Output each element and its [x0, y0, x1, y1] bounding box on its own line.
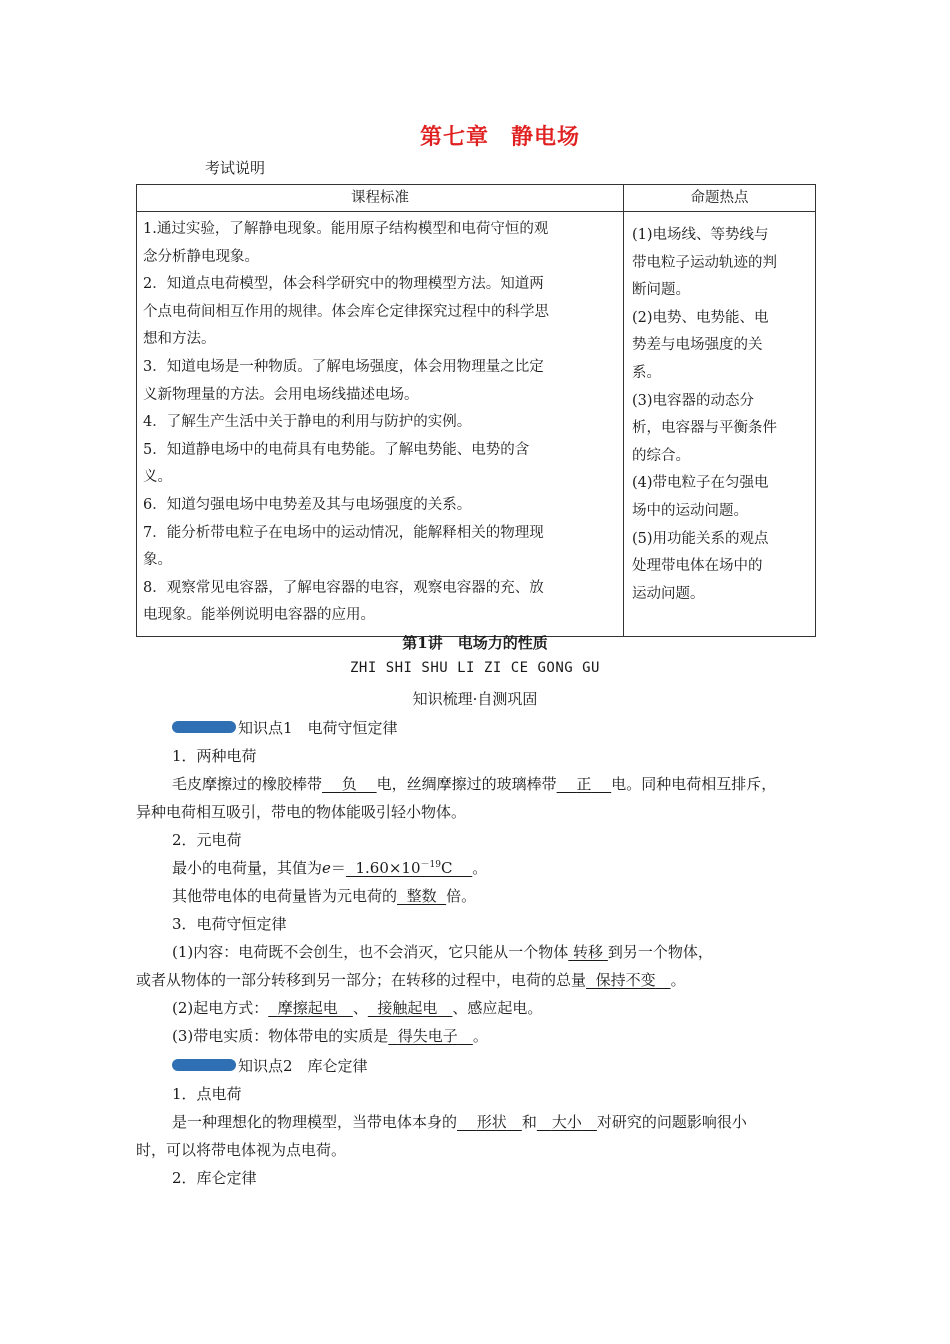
- kp-badge-icon: [172, 1059, 236, 1071]
- standard-line: 4．了解生产生活中关于静电的利用与防护的实例。: [143, 414, 472, 431]
- text: (3)带电实质：物体带电的实质是: [172, 1027, 389, 1045]
- hotspot-line: 的综合。: [632, 447, 690, 464]
- standard-line: 8．观察常见电容器，了解电容器的电容，观察电容器的充、放: [143, 579, 544, 596]
- kp2-s1-line2: 时，可以将带电体视为点电荷。: [136, 1141, 347, 1159]
- answer: 转移: [573, 943, 604, 961]
- header-standards: 课程标准: [137, 185, 624, 212]
- exponent: －19: [420, 860, 441, 870]
- answer: 负: [341, 775, 357, 793]
- answer-blank: [557, 775, 612, 793]
- hotspot-line: (2)电势、电势能、电: [632, 309, 769, 326]
- kp1-title: 知识点1 电荷守恒定律: [238, 719, 398, 737]
- standard-line: 义新物理量的方法。会用电场线描述电场。: [143, 386, 419, 403]
- text: 电，丝绸摩擦过的玻璃棒带: [376, 775, 557, 793]
- kp1-s1-line1: [172, 773, 776, 794]
- kp-badge-icon: [172, 721, 236, 733]
- answer: 得失电子: [397, 1027, 458, 1045]
- answer: 保持不变: [595, 971, 656, 989]
- text: 、: [352, 999, 368, 1017]
- lecture-title: 第1讲 电场力的性质: [402, 634, 548, 652]
- kp1-s2-line2: [172, 885, 476, 906]
- kp1-s2-heading: 2．元电荷: [172, 831, 242, 849]
- header-hotspots: 命题热点: [624, 185, 816, 212]
- answer: 正: [576, 775, 592, 793]
- answer: 大小: [551, 1113, 582, 1131]
- hotspot-line: 处理带电体在场中的: [632, 558, 763, 575]
- kp1-s3-heading: 3．电荷守恒定律: [172, 915, 287, 933]
- kp1-heading: [172, 717, 398, 738]
- standard-line: 想和方法。: [143, 331, 216, 348]
- chapter-title: [0, 120, 950, 151]
- text: 电。同种电荷相互排斥，: [611, 775, 777, 793]
- kp2-s1-line1: [172, 1111, 747, 1132]
- answer-blank: [388, 1027, 473, 1045]
- hotspot-line: 场中的运动问题。: [632, 502, 748, 519]
- kp1-s3-1-line1: [172, 941, 713, 962]
- exam-table: [136, 184, 816, 637]
- text: 最小的电荷量，其值为: [172, 859, 323, 877]
- kp1-s1-line2: 异种电荷相互吸引，带电的物体能吸引轻小物体。: [136, 803, 467, 821]
- answer-blank: [397, 887, 446, 905]
- hotspot-line: (1)电场线、等势线与: [632, 227, 769, 243]
- hotspot-line: 运动问题。: [632, 585, 705, 602]
- answer-blank: [368, 999, 453, 1017]
- unit: C: [440, 859, 453, 877]
- standard-line: 1.通过实验，了解静电现象。能用原子结构模型和电荷守恒的观: [143, 221, 549, 237]
- text: (1)内容：电荷既不会创生，也不会消灭，它只能从一个物体: [172, 943, 569, 961]
- hotspots-cell: [624, 212, 816, 637]
- lecture-subtitle: 知识梳理·自测巩固: [412, 690, 538, 708]
- answer: 接触起电: [377, 999, 438, 1017]
- kp2-title: 知识点2 库仑定律: [238, 1057, 368, 1075]
- hotspot-line: (4)带电粒子在匀强电: [632, 475, 769, 492]
- answer-blank: [568, 943, 608, 961]
- answer: 整数: [406, 887, 437, 905]
- standard-line: 5．知道静电场中的电荷具有电势能。了解电势能、电势的含: [143, 441, 530, 458]
- kp1-s3-1-line2: [136, 969, 686, 990]
- answer-blank: [268, 999, 353, 1017]
- text: 到另一个物体，: [607, 943, 713, 961]
- kp1-s2-line1: [172, 857, 487, 878]
- text: ＝: [330, 859, 346, 877]
- answer-blank: [322, 775, 377, 793]
- hotspot-line: (5)用功能关系的观点: [632, 530, 769, 547]
- answer-blank: [346, 859, 472, 877]
- kp1-s3-2: [172, 997, 542, 1018]
- hotspot-line: (3)电容器的动态分: [632, 392, 755, 409]
- hotspot-line: 带电粒子运动轨迹的判: [632, 254, 777, 271]
- text: 和: [521, 1113, 537, 1131]
- table-header-row: [137, 185, 816, 212]
- answer: 摩擦起电: [277, 999, 338, 1017]
- text: 。: [472, 1027, 488, 1045]
- kp1-s3-3: [172, 1025, 488, 1046]
- chapter-name: 静电场: [511, 125, 581, 150]
- text: 。: [670, 971, 686, 989]
- standard-line: 象。: [143, 552, 172, 569]
- text: 倍。: [446, 887, 477, 905]
- standards-cell: [137, 212, 624, 637]
- answer-blank: [457, 1113, 522, 1131]
- kp2-s1-heading: 1．点电荷: [172, 1085, 242, 1103]
- kp2-s2-heading: 2．库仑定律: [172, 1169, 257, 1187]
- standard-line: 2．知道点电荷模型，体会科学研究中的物理模型方法。知道两: [143, 276, 544, 293]
- hotspot-line: 势差与电场强度的关: [632, 337, 763, 354]
- text: 对研究的问题影响很小: [596, 1113, 747, 1131]
- table-body-row: [137, 212, 816, 637]
- text: 是一种理想化的物理模型，当带电体本身的: [172, 1113, 458, 1131]
- kp1-s1-heading: 1．两种电荷: [172, 747, 257, 765]
- standard-line: 7．能分析带电粒子在电场中的运动情况，能解释相关的物理现: [143, 524, 544, 541]
- text: 其他带电体的电荷量皆为元电荷的: [172, 887, 398, 905]
- answer-blank: [586, 971, 671, 989]
- standard-line: 3．知道电场是一种物质。了解电场强度，体会用物理量之比定: [143, 358, 544, 375]
- chapter-number: 第七章: [419, 125, 489, 150]
- answer: 形状: [476, 1113, 507, 1131]
- text: 、感应起电。: [452, 999, 543, 1017]
- standard-line: 6．知道匀强电场中电势差及其与电场强度的关系。: [143, 496, 472, 513]
- standard-line: 义。: [143, 469, 172, 486]
- exam-note: 考试说明: [205, 159, 266, 177]
- hotspot-line: 系。: [632, 364, 661, 381]
- hotspot-line: 断问题。: [632, 282, 690, 299]
- lecture-pinyin: ZHI SHI SHU LI ZI CE GONG GU: [349, 660, 600, 676]
- kp2-heading: [172, 1055, 368, 1076]
- standard-line: 个点电荷间相互作用的规律。体会库仑定律探究过程中的科学思: [143, 303, 549, 320]
- hotspot-line: 析，电容器与平衡条件: [632, 420, 777, 437]
- answer-blank: [537, 1113, 597, 1131]
- text: 或者从物体的一部分转移到另一部分；在转移的过程中，电荷的总量: [136, 971, 587, 989]
- text: 毛皮摩擦过的橡胶棒带: [172, 775, 323, 793]
- text: 。: [472, 859, 488, 877]
- standard-line: 念分析静电现象。: [143, 248, 259, 265]
- variable: e: [322, 859, 331, 877]
- answer: 1.60×10: [355, 859, 421, 877]
- standard-line: 电现象。能举例说明电容器的应用。: [143, 607, 375, 624]
- text: (2)起电方式：: [172, 999, 269, 1017]
